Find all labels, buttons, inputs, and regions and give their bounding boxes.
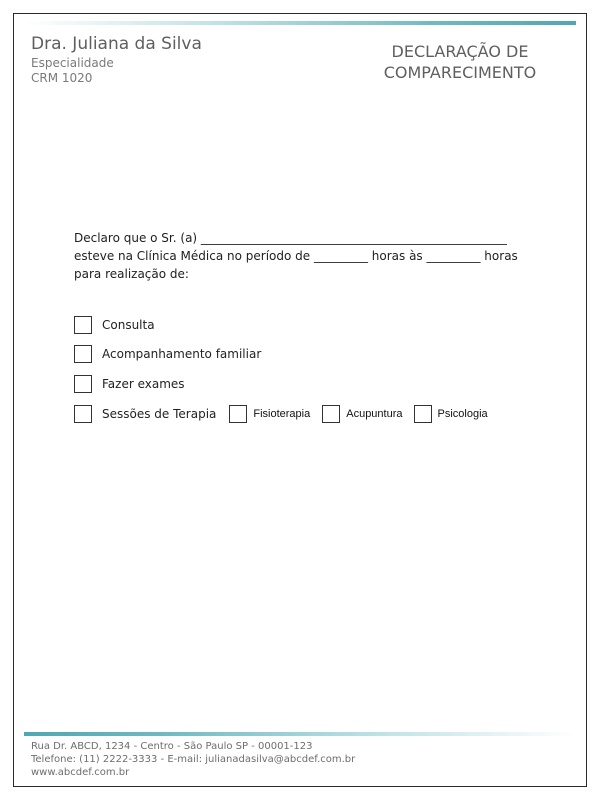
option-acompanhamento — [74, 345, 261, 363]
checkbox-fisioterapia[interactable] — [229, 405, 247, 423]
checkbox-terapia[interactable] — [74, 405, 92, 423]
doctor-name: Dra. Juliana da Silva — [31, 34, 202, 54]
document-title-line-1: DECLARAÇÃO DE — [391, 42, 529, 61]
document-title-line-2: COMPARECIMENTO — [383, 63, 537, 82]
checkbox-psicologia[interactable] — [414, 405, 432, 423]
document-page — [13, 13, 587, 787]
footer-accent-bar — [24, 732, 576, 736]
crm-number: CRM 1020 — [31, 71, 93, 85]
therapy-label-psicologia: Psicologia — [437, 408, 488, 420]
option-label: Acompanhamento familiar — [102, 347, 262, 361]
footer-website: www.abcdef.com.br — [31, 767, 130, 778]
header-accent-bar — [24, 21, 576, 25]
declaration-line-1: Declaro que o Sr. (a) ___________________________________________________ — [74, 231, 507, 245]
therapy-label-acupuntura: Acupuntura — [346, 408, 403, 420]
declaration-line-2: esteve na Clínica Médica no período de _________ horas às _________ horas — [74, 249, 518, 263]
checkbox-consulta[interactable] — [74, 316, 92, 334]
checkbox-exames[interactable] — [74, 375, 92, 393]
document-title — [350, 41, 570, 83]
footer-address: Rua Dr. ABCD, 1234 - Centro - São Paulo SP - 00001-123 — [31, 741, 313, 752]
option-label: Consulta — [102, 318, 155, 332]
option-terapia — [74, 405, 488, 423]
checkbox-acupuntura[interactable] — [322, 405, 340, 423]
option-consulta — [74, 316, 155, 334]
declaration-text — [74, 229, 544, 283]
option-exames — [74, 375, 185, 393]
declaration-line-3: para realização de: — [74, 267, 189, 281]
therapy-label-fisioterapia: Fisioterapia — [253, 408, 311, 420]
option-label: Sessões de Terapia — [102, 407, 217, 421]
option-label: Fazer exames — [102, 377, 185, 391]
footer — [31, 740, 355, 779]
footer-contact: Telefone: (11) 2222-3333 - E-mail: julianadasilva@abcdef.com.br — [31, 754, 356, 765]
checkbox-acompanhamento[interactable] — [74, 345, 92, 363]
specialty: Especialidade — [31, 56, 114, 70]
